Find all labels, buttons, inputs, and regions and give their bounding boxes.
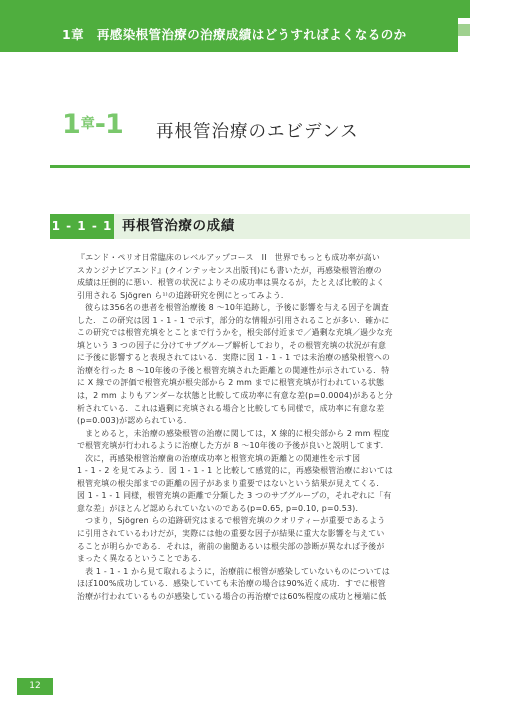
body-line: この研究では根管充填をとことまで行うかを，根尖部付近まで／過剰な充填／過少な充 — [77, 328, 393, 338]
section-number-badge — [62, 111, 123, 138]
body-line: 根管充填の根尖部までの距離の因子があまり重要ではないという結果が見えてくる． — [77, 478, 385, 488]
index-tab-marker — [458, 0, 470, 18]
body-line: 『エンド・ペリオ日常臨床のレベルアップコース II 世界でもっとも成功率が高い — [77, 253, 380, 262]
section-badge-chapter: 1 — [62, 109, 80, 140]
chapter-index-tab — [458, 0, 509, 52]
body-line: 治療を行った 8 〜10年後の予後と根管充填された距離との関連性が示されている．特 — [77, 365, 390, 375]
body-line: ほぼ100%成功している．感染していても未治療の場合は90%近く成功．すでに根管 — [77, 579, 386, 589]
body-line: 意な差」がほとんど認められていないのである(p=0.65, p=0.10, p=0.53)． — [77, 503, 364, 513]
body-line: 治療が行われているものが感染している場合の再治療では60%程度の成功と極端に低 — [77, 591, 387, 601]
body-line: まとめると，未治療の感染根管の治療に関しては，X 線的に根尖部から 2 mm 程度 — [77, 428, 390, 438]
section-title: 再根管治療のエビデンス — [156, 122, 359, 142]
body-line: に引用されているわけだが，実際には他の重要な因子が結果に重大な影響を与えてい — [77, 529, 385, 539]
subsection-number: 1 - 1 - 1 — [50, 214, 114, 239]
body-line: で根管充填が行われるように治療した方が 8 〜10年後の予後が良いと説明してます． — [77, 441, 389, 451]
body-text — [77, 252, 429, 603]
body-line: に X 線での評価で根管充填が根尖部から 2 mm までに根管充填が行われている状態 — [77, 378, 385, 388]
section-badge-index: -1 — [94, 109, 123, 140]
body-line: 彼らは356名の患者を根管治療後 8 〜10年追跡し，予後に影響を与える因子を調査 — [77, 303, 389, 313]
body-line: 次に，再感染根管治療歯の治療成功率と根管充填の距離との関連性を示す図 — [77, 453, 361, 463]
body-line: つまり，Sjögren らの追跡研究はまるで根管充填のクオリティーが重要であるよう — [77, 516, 386, 526]
chapter-header — [0, 0, 509, 52]
section-divider — [50, 165, 470, 168]
body-line: 填という 3 つの因子に分けてサブグループ解析しており，その根管充填の状況が有意 — [77, 340, 387, 350]
body-line: ることが明らかである．それは，術前の歯髄あるいは根尖部の診断が異なれば予後が — [77, 541, 385, 551]
body-line: に予後に影響すると表現されてはいる．実際に図 1 - 1 - 1 では未治療の感染根管への — [77, 353, 391, 363]
body-line: まったく異なるということである． — [77, 554, 207, 564]
body-line: スカンジナビアエンド』(クインテッセンス出版刊)にも書いたが，再感染根管治療の — [77, 265, 382, 275]
body-line: (p=0.003)が認められている． — [77, 416, 192, 426]
body-line: した．この研究は図 1 - 1 - 1 で示す，部分的な情報が引用されることが多い．確かに — [77, 315, 390, 325]
body-line: は，2 mm よりもアンダーな状態と比較して成功率に有意な差(p=0.0004)があると分 — [77, 391, 393, 401]
subsection-title: 再根管治療の成績 — [122, 218, 235, 234]
body-line: 表 1 - 1 - 1 から見て取れるように，治療前に根管が感染していないものについては — [77, 566, 390, 576]
body-line: 引用される Sjögren ら¹⁾の追跡研究を例にとってみよう． — [77, 290, 290, 300]
page-number: 12 — [17, 678, 53, 695]
body-line: 図 1 - 1 - 1 同様，根管充填の距離で分類した 3 つのサブグループの，それぞれに「有 — [77, 491, 392, 501]
index-tab-marker — [458, 24, 470, 36]
body-line: 析されている．これは過剰に充填される場合と比較しても同様で，成功率に有意な差 — [77, 403, 385, 413]
chapter-title: 1章 再感染根管治療の治療成績はどうすればよくなるのか — [62, 27, 407, 42]
section-badge-label: 章 — [80, 116, 94, 132]
body-line: 成績は圧倒的に悪い．根管の状況によりその成功率は異なるが，たとえば比較的よく — [77, 278, 385, 288]
body-line: 1 - 1 - 2 を見てみよう．図 1 - 1 - 1 と比較して感覚的に，再感染根管治療においては — [77, 466, 394, 476]
